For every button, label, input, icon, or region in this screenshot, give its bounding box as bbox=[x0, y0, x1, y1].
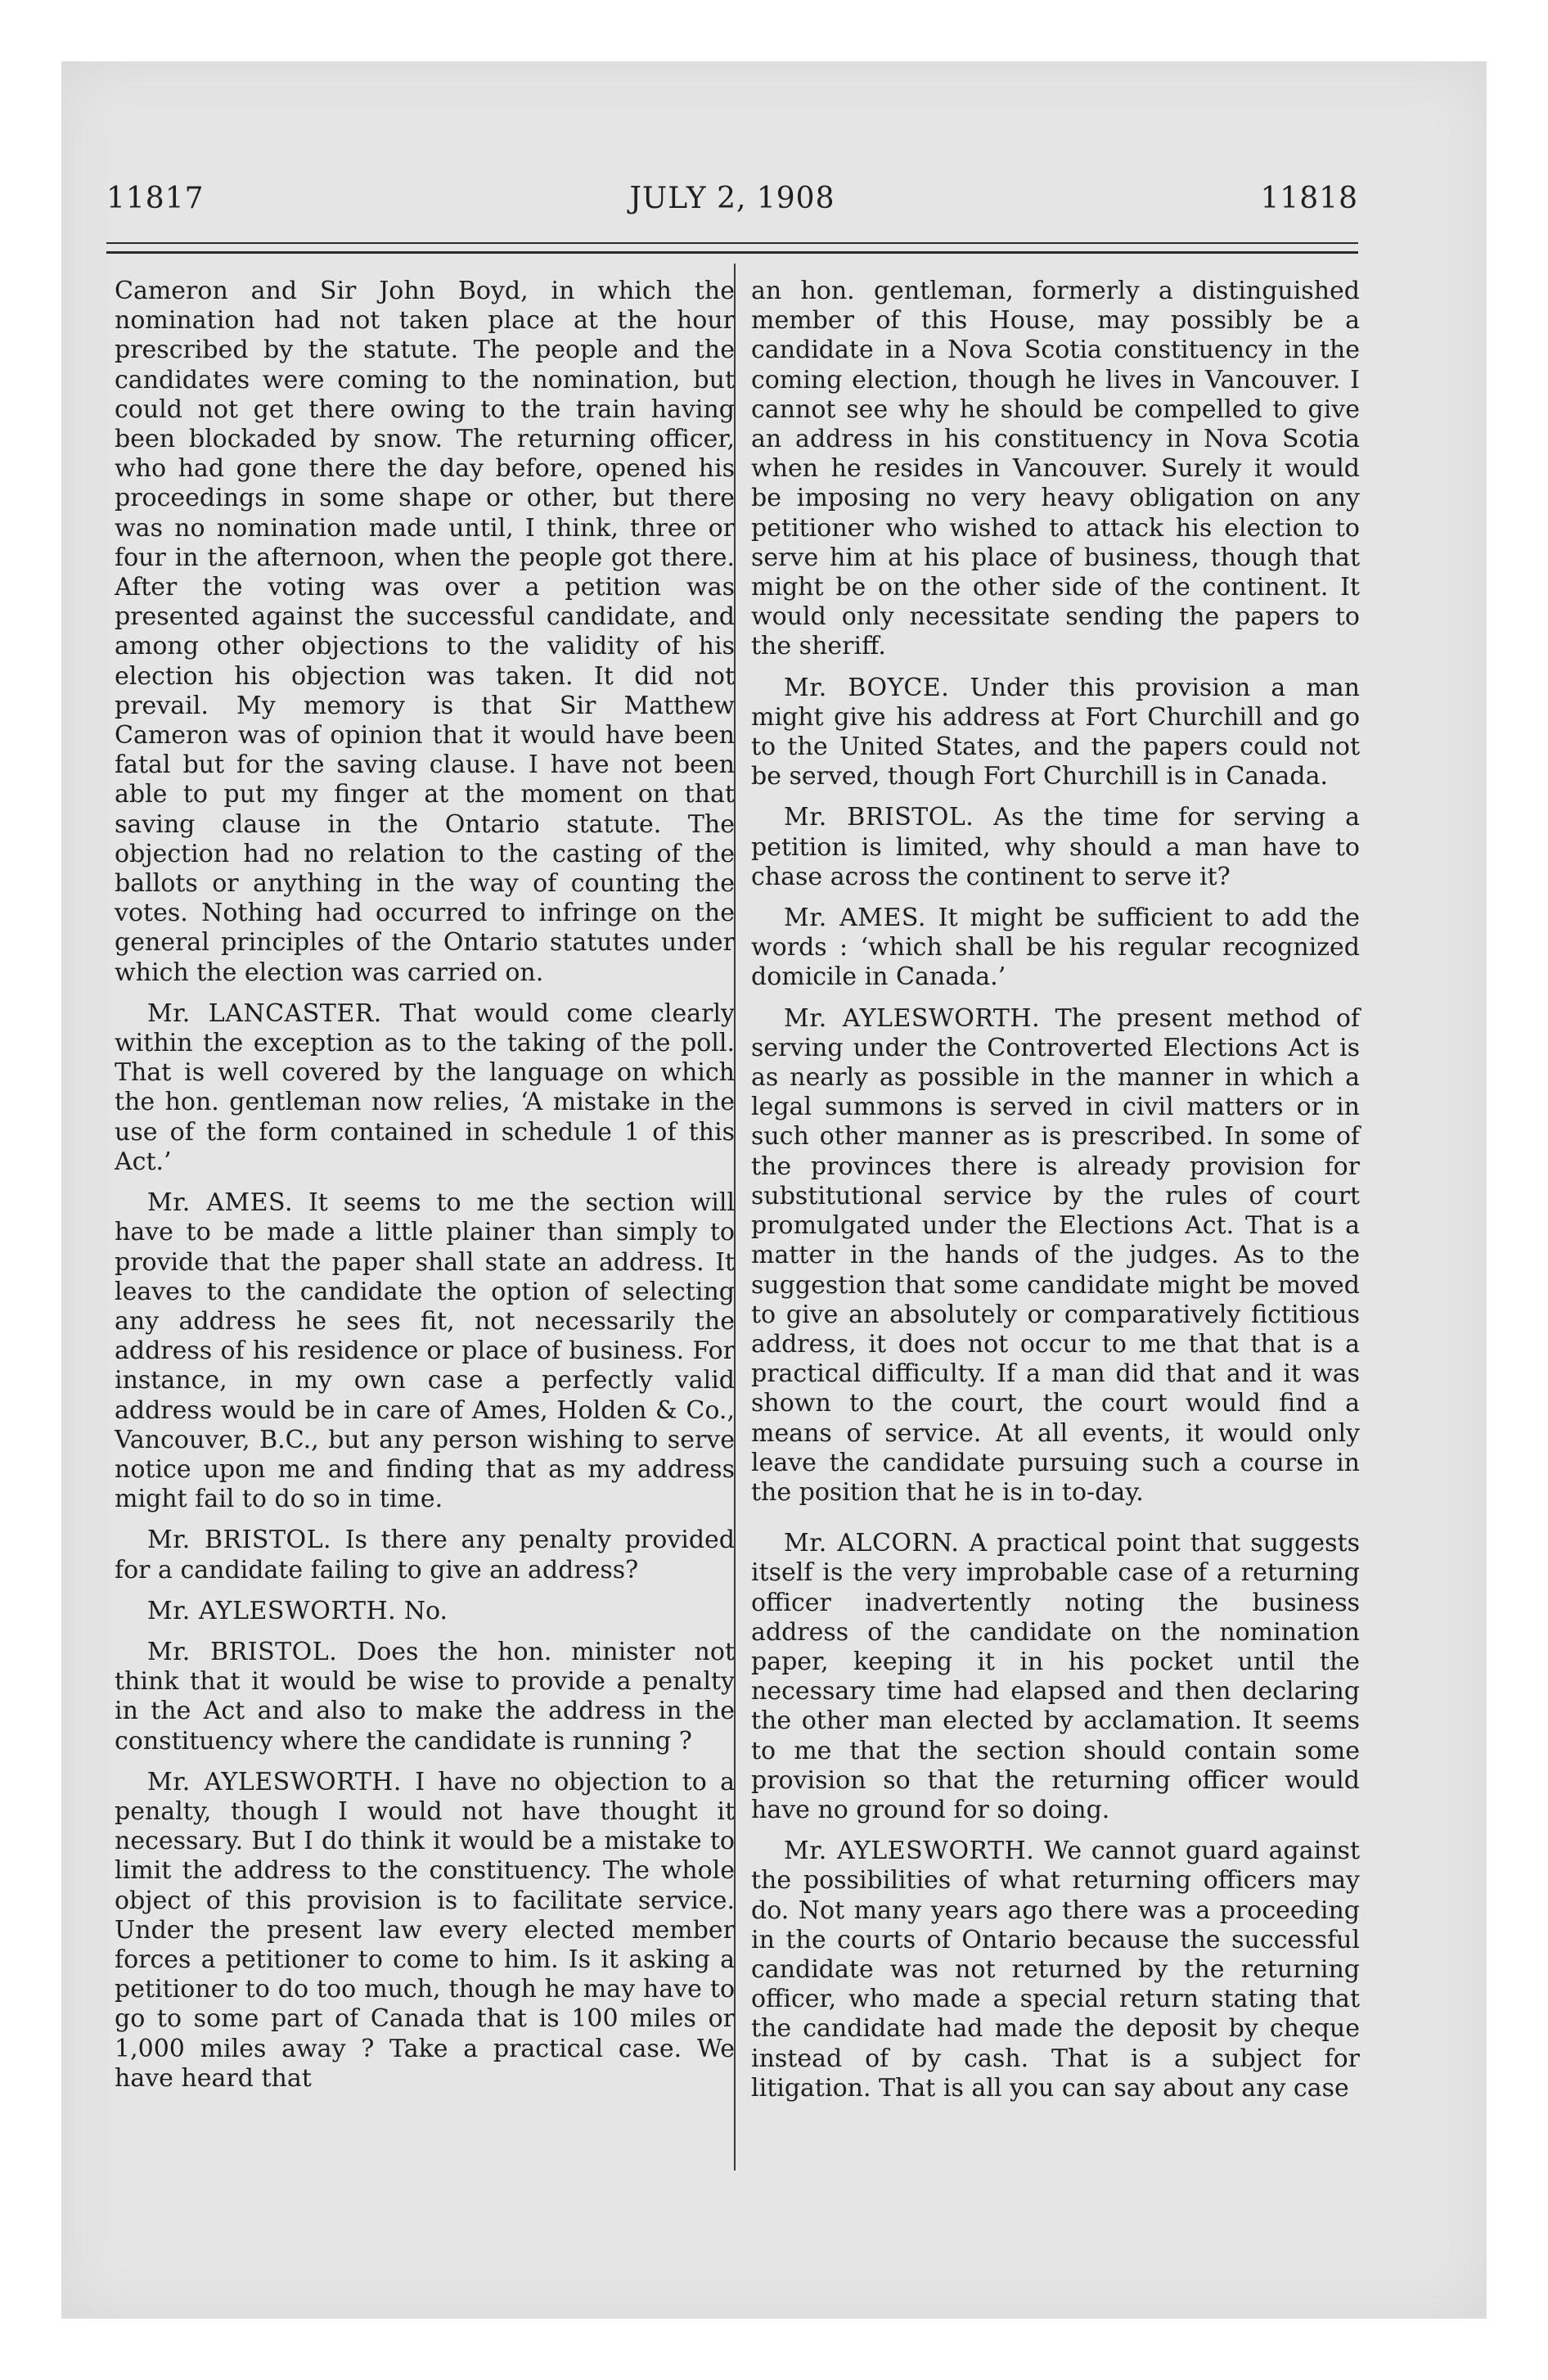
paragraph bbox=[751, 1837, 1360, 2103]
paragraph-text: Cameron and Sir John Boyd, in which the nomination had not taken place at the hour prescribed by the statute. The people and the candidates were coming to the nomination, but could not get there owing to the train having been blockaded by snow. The returning officer, who had gone there the day before, opened his proceedings in some shape or other, but there was no nomination made until, I think, three or four in the afternoon, when the people got there. After the voting was over a petition was presented against the successful candidate, and among other objections to the validity of his election his objection was taken. It did not prevail. My memory is that Sir Matthew Cameron was of opinion that it would have been fatal but for the saving clause. I have not been able to put my finger at the moment on that saving clause in the Ontario statute. The objection had no relation to the casting of the ballots or anything in the way of counting the votes. Nothing had occurred to infringe on the general principles of the Ontario statutes under which the election was carried on. bbox=[115, 277, 735, 987]
page-header bbox=[106, 182, 1358, 223]
speaker-name: Mr. BOYCE. bbox=[784, 673, 950, 702]
page-number-left: 11817 bbox=[106, 182, 205, 215]
paragraph bbox=[751, 277, 1360, 662]
paragraph bbox=[751, 904, 1360, 993]
paragraph-text: Is there any penalty provided for a candidate failing to give an address? bbox=[115, 1526, 735, 1584]
speaker-name: Mr. AYLESWORTH. bbox=[784, 1003, 1041, 1033]
speaker-name: Mr. LANCASTER. bbox=[147, 998, 382, 1028]
paragraph-text: It seems to me the section will have to be made a little plainer than simply to provide that the paper shall state an address. It leaves to the candidate the option of selecting any address he sees fit, not necessarily the address of his residence or place of business. For instance, in my own case a perfectly valid address would be in care of Ames, Holden & Co., Vancouver, B.C., but any person wishing to serve notice upon me and finding that as my address might fail to do so in time. bbox=[115, 1188, 736, 1514]
page-date: JULY 2, 1908 bbox=[629, 182, 835, 215]
paragraph-text: A practical point that suggests itself is the very improbable case of a returning officer inadvertently noting the business address of the candidate on the nomination paper, keeping it in his pocket until the necessary time had elapsed and then declaring the other man elected by acclamation. It seems to me that the section should contain some provision so that the returning officer would have no ground for so doing. bbox=[751, 1529, 1360, 1824]
speaker-name: Mr. AYLESWORTH. bbox=[784, 1837, 1035, 1866]
header-rule-thick bbox=[106, 251, 1358, 254]
paragraph bbox=[115, 1526, 735, 1584]
paragraph bbox=[115, 277, 735, 988]
paragraph bbox=[751, 674, 1360, 792]
page-number-right: 11818 bbox=[1260, 182, 1358, 215]
right-column bbox=[751, 277, 1360, 2115]
paragraph bbox=[115, 1597, 735, 1626]
paragraph-text: That would come clearly within the exception as to the taking of the poll. That is well covered by the language on which the hon. gentleman now relies, ‘A mistake in the use of the form contained in schedule 1 of this Act.’ bbox=[115, 998, 735, 1176]
paragraph-text: As the time for serving a petition is limited, why should a man have to chase across the continent to serve it? bbox=[751, 803, 1360, 891]
speaker-name: Mr. BRISTOL. bbox=[784, 803, 974, 832]
paragraph-text: No. bbox=[403, 1596, 448, 1625]
paragraph-text: Under this provision a man might give his address at Fort Churchill and go to the United States, and the papers could not be served, though Fort Churchill is in Canada. bbox=[751, 673, 1360, 791]
paragraph bbox=[115, 1188, 735, 1514]
paragraph bbox=[115, 1638, 735, 1756]
paragraph-text: I have no objection to a penalty, though I would not have thought it necessary. But I do think it would be a mistake to limit the address to the constituency. The whole object of this provision is to facilitate service. Under the present law every elected member forces a petitioner to come to him. Is it asking a petitioner to do too much, though he may have to go to some part of Canada that is 100 miles or 1,000 miles away ? Take a practical case. We have heard that bbox=[115, 1767, 735, 2093]
paragraph bbox=[115, 999, 735, 1177]
column-divider bbox=[734, 264, 736, 2170]
left-column bbox=[115, 277, 735, 2105]
paragraph bbox=[751, 1004, 1360, 1508]
paragraph-text: We cannot guard against the possibilities of what returning officers may do. Not many years ago there was a proceeding in the courts of Ontario because the successful candidate was not returned by the returning officer, who made a special return stating that the candidate had made the deposit by cheque instead of by cash. That is a subject for litigation. That is all you can say about any case bbox=[751, 1837, 1360, 2103]
paragraph bbox=[115, 1768, 735, 2094]
speaker-name: Mr. ALCORN. bbox=[784, 1529, 960, 1558]
paragraph-text: It might be sufficient to add the words : ‘which shall be his regular recognized domicile in Canada.’ bbox=[751, 904, 1360, 992]
paragraph bbox=[751, 1529, 1360, 1825]
speaker-name: Mr. AMES. bbox=[147, 1188, 294, 1218]
speaker-name: Mr. AYLESWORTH. bbox=[147, 1596, 397, 1625]
paragraph-text: The present method of serving under the Controverted Elections Act is as nearly as possible in the manner in which a legal summons is served in civil matters or in such other manner as is prescribed. In some of the provinces there is already provision for substitutional service by the rules of court promulgated under the Elections Act. That is a matter in the hands of the judges. As to the suggestion that some candidate might be moved to give an absolutely or comparatively fictitious address, it does not occur to me that that is a practical difficulty. If a man did that and it was shown to the court, the court would find a means of service. At all events, it would only leave the candidate pursuing such a course in the position that he is in to-day. bbox=[751, 1003, 1361, 1507]
paragraph bbox=[751, 803, 1360, 892]
speaker-name: Mr. AYLESWORTH. bbox=[147, 1767, 402, 1796]
paragraph-text: Does the hon. minister not think that it would be wise to provide a penalty in the Act and also to make the address in the constituency where the candidate is running ? bbox=[115, 1637, 735, 1756]
speaker-name: Mr. AMES. bbox=[784, 904, 926, 933]
paragraph-text: an hon. gentleman, formerly a distinguished member of this House, may possibly be a candidate in a Nova Scotia constituency in the coming election, though he lives in Vancouver. I cannot see why he should be compelled to give an address in his constituency in Nova Scotia when he resides in Vancouver. Surely it would be imposing no very heavy obligation on any petitioner who wished to attack his election to serve him at his place of business, though that might be on the other side of the continent. It would only necessitate sending the papers to the sheriff. bbox=[751, 277, 1360, 661]
speaker-name: Mr. BRISTOL. bbox=[147, 1637, 338, 1666]
header-rule-thin bbox=[106, 242, 1358, 244]
speaker-name: Mr. BRISTOL. bbox=[147, 1526, 332, 1555]
